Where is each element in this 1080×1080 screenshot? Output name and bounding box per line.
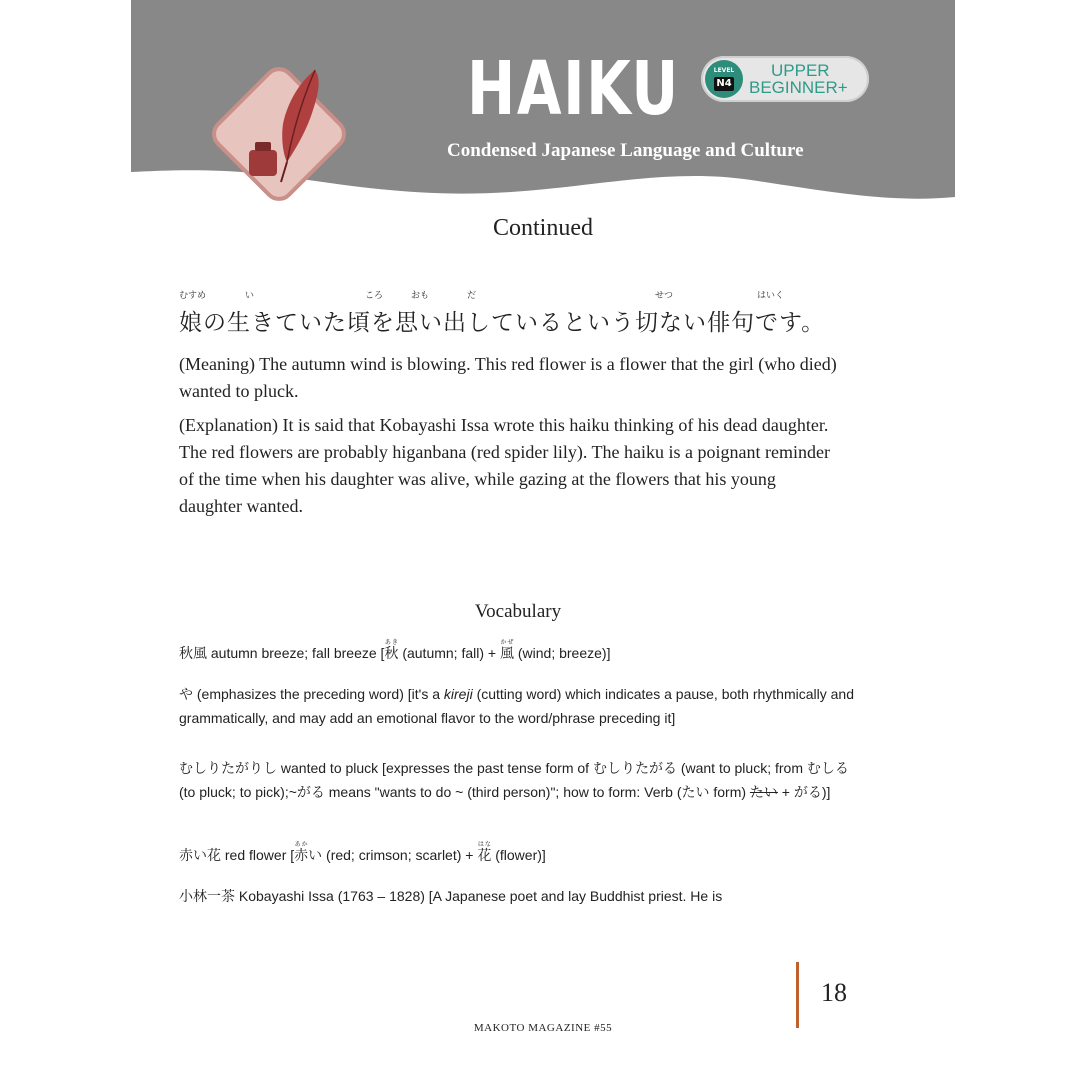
kanji: 風	[499, 645, 514, 661]
level-icon: LEVEL N4	[705, 60, 743, 98]
vocab-entry-akikaze: 秋風 autumn breeze; fall breeze [秋あき (autumn; fall) + 風かぜ (wind; breeze)]	[179, 640, 611, 661]
furigana: あき	[384, 640, 399, 646]
furigana: い	[245, 291, 255, 301]
kanji: 花	[477, 847, 492, 863]
quill-and-inkwell-icon	[203, 58, 355, 210]
vocab-entry-mushiritagarishi: むしりたがりし wanted to pluck [expresses the past tense form of むしりたがる (want to pluck; from むしる (to pluck; to pick);~がる means "wants to do ~ (third person)"; how to form: Verb (たい form) たい + がる)]	[179, 760, 849, 800]
japanese-sentence-block	[179, 288, 919, 337]
italic-term: kireji	[443, 686, 473, 702]
furigana: かぜ	[499, 640, 514, 646]
magazine-issue-footer: MAKOTO MAGAZINE #55	[473, 1022, 613, 1034]
section-title: Continued	[493, 215, 593, 241]
magazine-page	[131, 0, 955, 1080]
furigana: むすめ	[179, 291, 207, 301]
furigana: おも	[411, 291, 430, 301]
page-number: 18	[821, 978, 847, 1007]
furigana: あか	[294, 842, 309, 848]
vocab-entry-akaihana: 赤い花 red flower [赤あかい (red; crimson; scarlet) + 花はな (flower)]	[179, 842, 546, 863]
vocab-gloss: autumn breeze; fall breeze [	[207, 645, 385, 661]
struck-text: い	[763, 784, 778, 800]
furigana: せつ	[655, 291, 674, 301]
level-line-2: BEGINNER+	[749, 78, 848, 97]
level-line-1: UPPER	[771, 61, 830, 80]
furigana: はな	[477, 842, 492, 848]
magazine-subtitle: Condensed Japanese Language and Culture	[447, 140, 804, 161]
meaning-paragraph: (Meaning) The autumn wind is blowing. This red flower is a flower that the girl (who died) wanted to pluck.	[179, 354, 837, 401]
explanation-paragraph: (Explanation) It is said that Kobayashi Issa wrote this haiku thinking of his dead daughter. The red flowers are probably higanbana (red spider lily). The haiku is a poignant reminder of the time when his daughter was alive, while gazing at the flowers that his young daughter wanted.	[179, 415, 830, 516]
vocabulary-title: Vocabulary	[474, 601, 562, 622]
vocab-term: むしりたがりし	[179, 760, 277, 776]
japanese-sentence: 娘の生きていた頃を思い出しているという切ない俳句です。	[179, 310, 826, 336]
kanji: 秋	[384, 645, 399, 661]
vocab-term: 秋風	[179, 645, 207, 661]
vocab-term: 小林一茶	[179, 888, 235, 904]
kanji: 赤	[294, 847, 309, 863]
furigana-row	[179, 288, 919, 302]
vocab-term: や	[179, 686, 193, 702]
furigana: だ	[467, 291, 477, 301]
struck-text: た	[749, 784, 764, 800]
vocab-entry-kobayashi-issa: 小林一茶 Kobayashi Issa (1763 – 1828) [A Japanese poet and lay Buddhist priest. He is	[179, 888, 723, 904]
vocab-term: 赤い花	[179, 847, 221, 863]
level-badge	[701, 56, 869, 102]
furigana: はいく	[757, 291, 785, 301]
footer-rule	[796, 962, 799, 1028]
magazine-brand: HAIKU	[467, 46, 680, 132]
furigana: ころ	[365, 291, 384, 301]
vocab-entry-ya: や (emphasizes the preceding word) [it's a kireji (cutting word) which indicates a pause, both rhythmically and grammatically, and may add an emotional flavor to the word/phrase preceding it]	[179, 686, 854, 726]
